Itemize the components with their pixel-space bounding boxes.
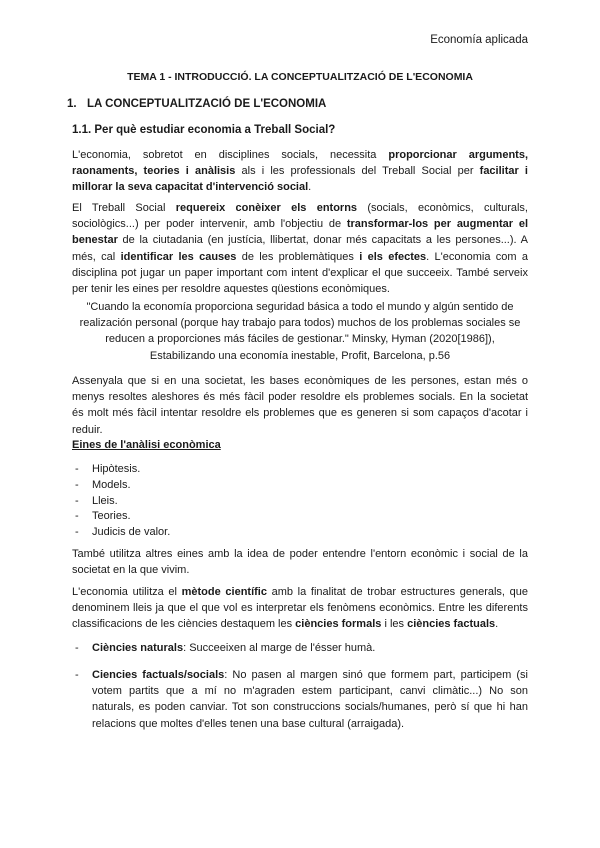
section-heading (67, 98, 326, 110)
dash-bullet: - (75, 669, 79, 681)
text-line: Ciencies factuals/socials: No pasen al margen sinó que formem part, participem (si (92, 669, 528, 681)
dash-bullet: - (75, 494, 79, 507)
text-line: disciplina pot jugar un paper important com intent d'explicar el que succeeix. També serveix (72, 266, 528, 279)
paragraph-intro (72, 147, 528, 196)
dash-bullet: - (75, 463, 79, 475)
text-line: També utilitza altres eines amb la idea de poder entendre l'entorn econòmic i social de la (72, 548, 528, 560)
eines-list (72, 462, 170, 541)
paragraph-metode (72, 584, 528, 633)
text-line: naturals, es poden canviar. Tot son construccions socials/humanes, però sí que hi han (92, 701, 528, 714)
quote-minsky (72, 299, 528, 364)
text-line: votem partits que a mí no m'agraden estem participant, canvi climàtic...) No son (92, 685, 528, 698)
text-line: Assenyala que si en una societat, les bases econòmiques de les persones, estan més o (72, 375, 528, 387)
text-line: El Treball Social requereix conèixer els entorns (socials, econòmics, culturals, (72, 202, 528, 214)
text-line: sociològics...) per poder intervenir, amb l'objectiu de transformar-los per augmentar el (72, 218, 528, 231)
text-line: millorar la seva capacitat d'intervenció social. (72, 181, 312, 194)
text-line: classificacions de les ciències destaquem les ciències formals i les ciències factuals. (72, 618, 499, 631)
dash-bullet: - (75, 478, 79, 491)
eines-heading: Eines de l'anàlisi econòmica (72, 439, 221, 451)
section-number: 1. (67, 98, 77, 110)
document-title: TEMA 1 - INTRODUCCIÓ. LA CONCEPTUALITZACIÓ DE L'ECONOMIA (127, 71, 473, 83)
text-line: menys resoltes aleshores és més fàcil poder resoldre els problemes socials. En la societat (72, 391, 528, 404)
text-line: reduir. (72, 423, 103, 436)
paragraph-altres-eines (72, 546, 528, 578)
text-line: L'economia, sobretot en disciplines socials, necessita proporcionar arguments, (72, 149, 528, 161)
text-line: denominem lleis ja que el que vol es interpretar els fenòmens econòmics. Entre les diferents (72, 602, 528, 615)
ciencies-factuals-item (72, 667, 528, 732)
section-label: LA CONCEPTUALITZACIÓ DE L'ECONOMIA (87, 98, 327, 110)
text-line: raonaments, teories i anàlisis als i les professionals del Treball Social per facilitar i (72, 165, 528, 178)
paragraph-treball-social (72, 200, 528, 297)
list-item: - Hipòtesis. (72, 462, 170, 478)
dash-bullet: - (75, 642, 79, 654)
text-line: benestar de la ciutadania (en justícia, llibertat, donar més capacitats a les persones...). A (72, 234, 528, 247)
list-item: - Teories. (72, 509, 170, 525)
quote-line: Estabilizando una economía inestable, Profit, Barcelona, p.56 (149, 349, 451, 362)
text-line: per tenir les eines per resoldre aquestes qüestions econòmiques. (72, 283, 390, 296)
subsection-heading: 1.1. Per què estudiar economia a Treball Social? (72, 124, 336, 136)
paragraph-assenyala (72, 373, 528, 438)
text-line: és molt més fàcil intentar resoldre els problemes que es generen si som capaços d'acotar i (72, 407, 528, 420)
text-line: relacions que moltes d'elles tenen una base cultural (arraigada). (92, 717, 405, 730)
list-item: - Judicis de valor. (72, 525, 170, 541)
ciencies-naturals-item (72, 640, 528, 656)
quote-line: "Cuando la economía proporciona seguridad básica a todo el mundo y algún sentido de (86, 301, 514, 313)
quote-line: reducen a proporciones más fáciles de gestionar." Minsky, Hyman (2020[1986]), (105, 333, 495, 346)
dash-bullet: - (75, 510, 79, 523)
page-header: Economía aplicada (430, 34, 528, 46)
dash-bullet: - (75, 526, 79, 539)
text-line: societat en la que vivim. (72, 564, 190, 577)
quote-line: realización personal (porque hay trabajo para todos) muchos de los problemas sociales se (79, 317, 521, 330)
text-line: L'economia utilitza el mètode científic amb la finalitat de trobar estructures generals, que (72, 586, 528, 598)
text-line: Ciències naturals: Succeeixen al marge de l'ésser humà. (92, 642, 376, 654)
list-item: - Models. (72, 478, 170, 494)
list-item: - Lleis. (72, 494, 170, 510)
text-line: més, cal identificar les causes de les problemàtiques i els efectes. L'economia com a (72, 250, 528, 263)
